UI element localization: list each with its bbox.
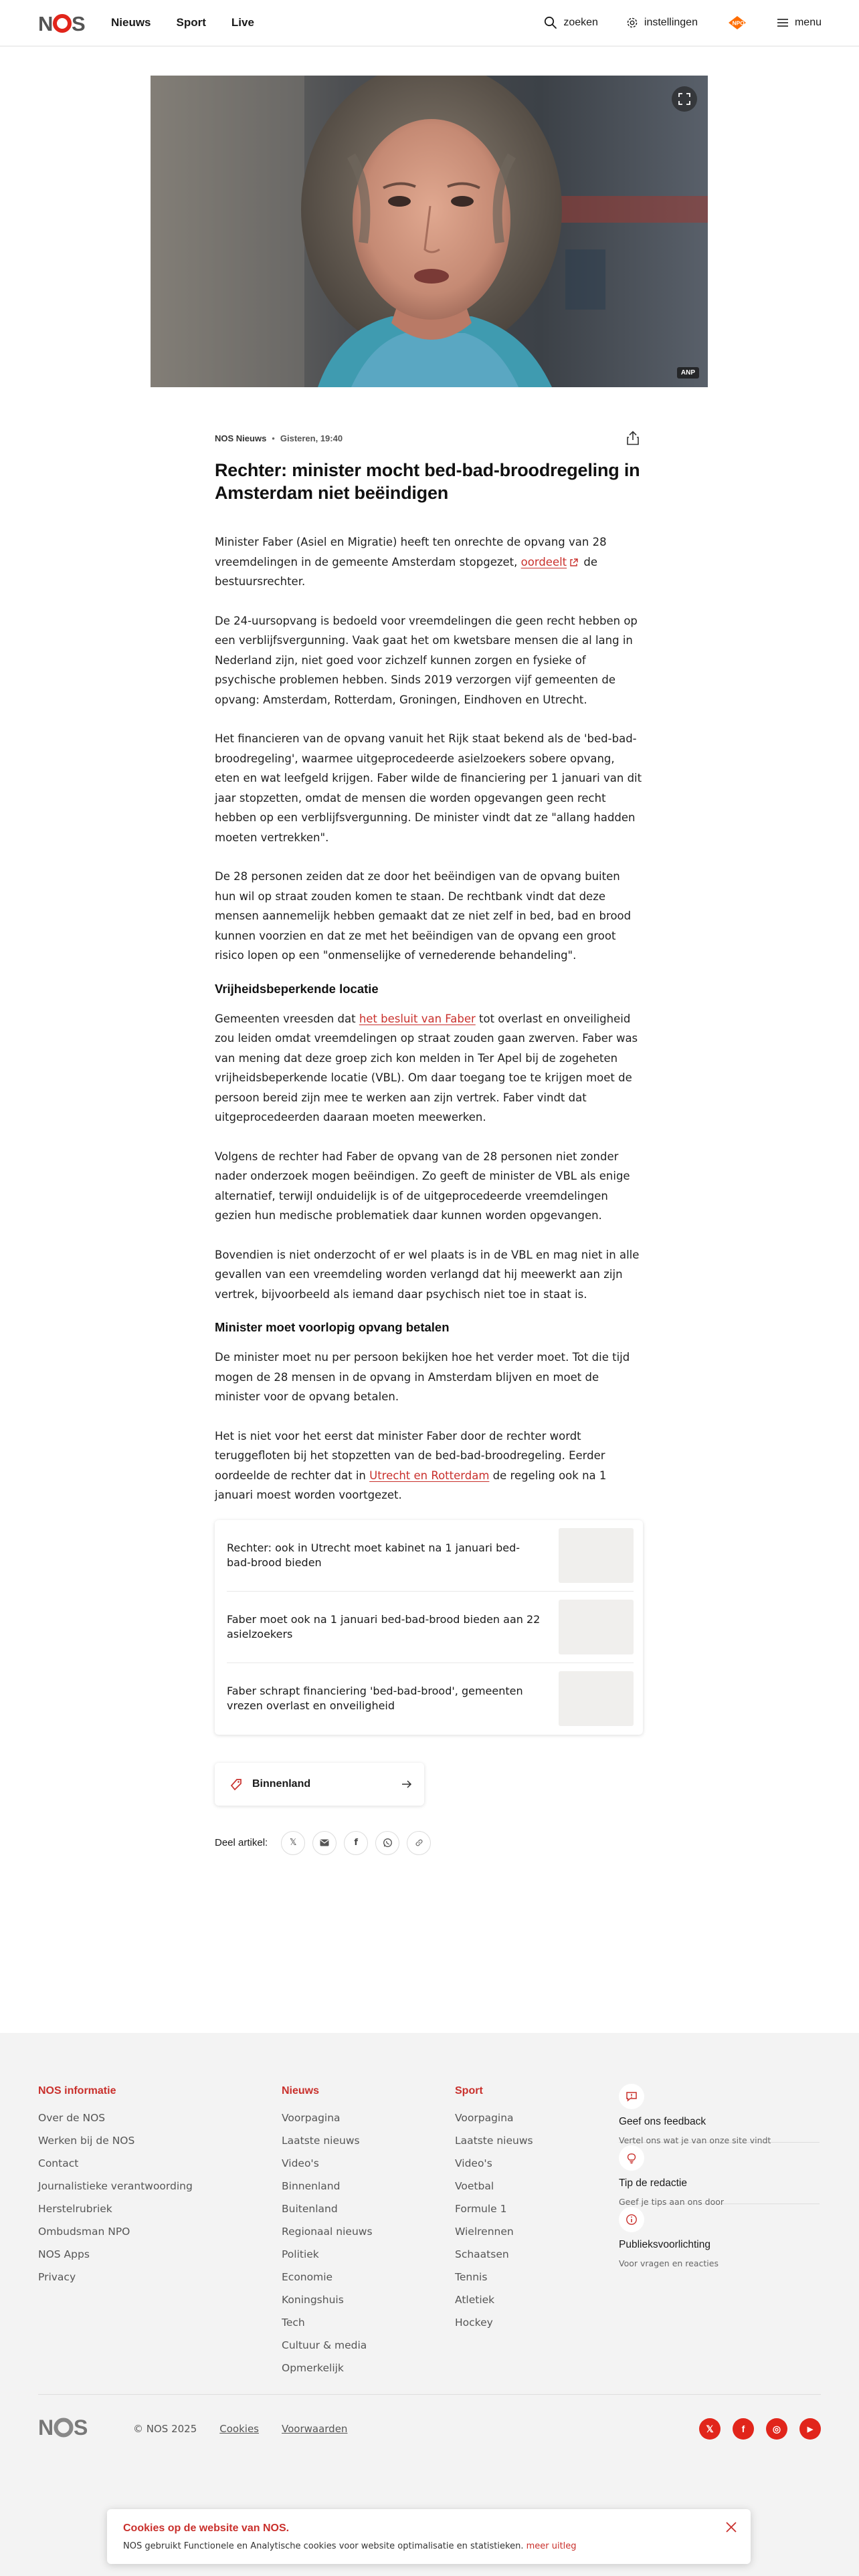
fullscreen-button[interactable]: [672, 86, 697, 112]
search-button[interactable]: [544, 16, 598, 29]
footer-link[interactable]: Formule 1: [455, 2203, 507, 2215]
link-icon: [414, 1838, 424, 1848]
footer-link[interactable]: Laatste nieuws: [282, 2135, 360, 2147]
main-nav: [111, 0, 254, 45]
article-source: NOS Nieuws: [215, 433, 267, 443]
link-oordeelt[interactable]: oordeelt: [520, 555, 567, 568]
x-icon: 𝕏: [289, 1838, 297, 1848]
share-x-button[interactable]: [281, 1831, 305, 1855]
footer-link[interactable]: Werken bij de NOS: [38, 2135, 135, 2147]
related-article[interactable]: [227, 1663, 634, 1735]
share-whatsapp-button[interactable]: [375, 1831, 399, 1855]
npo-logo[interactable]: [726, 15, 749, 30]
meta-separator: •: [272, 433, 275, 443]
footer-link[interactable]: Regionaal nieuws: [282, 2226, 373, 2238]
footer-divider: [38, 2394, 821, 2395]
share-icon: [626, 431, 640, 445]
settings-label: instellingen: [644, 17, 698, 28]
site-header: [0, 0, 859, 47]
cookie-more-link[interactable]: meer uitleg: [526, 2541, 577, 2551]
footer-link[interactable]: NOS Apps: [38, 2248, 90, 2260]
facebook-social-button[interactable]: [733, 2418, 754, 2440]
lightbulb-icon: [626, 2152, 638, 2164]
related-article-thumbnail: [559, 1671, 634, 1726]
footer-link[interactable]: Over de NOS: [38, 2112, 106, 2124]
footer-link[interactable]: Economie: [282, 2271, 333, 2283]
footer-col-nos-informatie: [38, 2085, 193, 2288]
paragraph-1-text-b: de bestuursrechter.: [215, 555, 598, 588]
related-article-title: Rechter: ook in Utrecht moet kabinet na 1 januari bed-bad-brood bieden: [227, 1541, 520, 1569]
copyright: © NOS 2025: [133, 2423, 197, 2435]
share-label: Deel artikel:: [215, 1837, 268, 1848]
tip-icon-wrap: [619, 2145, 644, 2171]
search-icon: [544, 16, 557, 29]
footer-link[interactable]: Voorpagina: [455, 2112, 514, 2124]
x-social-button[interactable]: [699, 2418, 721, 2440]
tip-title: Tip de redactie: [619, 2177, 687, 2189]
paragraph-2: De 24-uursopvang is bedoeld voor vreemdelingen die geen recht hebben op een verblijfsvergunning. Vaak gaat het om kwetsbare mensen die al lang in Nederland zijn, niet goed voor zichzelf kunnen zorgen en fysieke of psychische problemen hebben. Sinds 2019 verzorgen vijf gemeenten de opvang: Amsterdam, Rotterdam, Groningen, Eindhoven en Utrecht.: [215, 614, 638, 706]
nav-nieuws[interactable]: Nieuws: [111, 16, 151, 29]
info-title: Publieksvoorlichting: [619, 2239, 710, 2250]
footer-link[interactable]: Video's: [282, 2157, 319, 2169]
social-links: [699, 2418, 821, 2440]
svg-text:N: N: [38, 2417, 54, 2438]
chat-exclamation-icon: [626, 2090, 638, 2103]
article-body: [215, 532, 643, 1505]
share-facebook-button[interactable]: [344, 1831, 368, 1855]
topic-binnenland-button[interactable]: [215, 1763, 424, 1806]
tip-sub: Geef je tips aan ons door: [619, 2197, 725, 2207]
footer-link[interactable]: Ombudsman NPO: [38, 2226, 130, 2238]
topic-chip-left: [229, 1778, 310, 1791]
footer-nos-logo[interactable]: [38, 2417, 92, 2441]
footer-link[interactable]: Privacy: [38, 2271, 76, 2283]
footer-link[interactable]: Hockey: [455, 2317, 493, 2329]
npo-icon: [726, 15, 749, 30]
info-icon: [626, 2214, 638, 2226]
footer-col-title: Sport: [455, 2085, 483, 2097]
link-utrecht-rotterdam[interactable]: Utrecht en Rotterdam: [369, 1469, 490, 1482]
footer-link[interactable]: Wielrennen: [455, 2226, 514, 2238]
share-article: [215, 1831, 643, 1855]
paragraph-9-text-b: de regeling ook na 1 januari moest worden voortgezet.: [215, 1469, 607, 1501]
menu-label: menu: [794, 17, 822, 28]
footer-link[interactable]: Tech: [282, 2317, 305, 2329]
whatsapp-icon: [383, 1838, 393, 1848]
footer-link[interactable]: Journalistieke verantwoording: [38, 2180, 193, 2192]
feedback-sub: Vertel ons wat je van onze site vindt: [619, 2135, 771, 2145]
related-article[interactable]: [227, 1592, 634, 1663]
site-footer: [0, 2033, 859, 2576]
info-icon-wrap: [619, 2207, 644, 2232]
tag-icon: [229, 1778, 243, 1791]
related-article[interactable]: [227, 1520, 634, 1592]
topic-label: Binnenland: [252, 1778, 311, 1790]
arrow-right-icon: [401, 1780, 412, 1789]
paragraph-8: De minister moet nu per persoon bekijken hoe het verder moet. Tot die tijd mogen de 28 mensen in de opvang in Amsterdam blijven en moet de minister voor de opvang betalen.: [215, 1351, 630, 1403]
paragraph-1: [215, 532, 643, 592]
photo-credit: ANP: [677, 367, 699, 379]
link-besluit-faber[interactable]: het besluit van Faber: [359, 1012, 476, 1025]
cookie-text: NOS gebruikt Functionele en Analytische cookies voor website optimalisatie en statistieken.: [123, 2541, 524, 2551]
hero-photo-portrait: [151, 76, 708, 387]
hero-image: [151, 76, 708, 387]
paragraph-1-text-a: Minister Faber (Asiel en Migratie) heeft ten onrechte de opvang van 28 vreemdelingen in de gemeente Amsterdam stopgezet,: [215, 536, 607, 568]
paragraph-5-text-b: tot overlast en onveiligheid zou leiden omdat vreemdelingen op straat zouden gaan zwerven. Faber was van mening dat deze groep zich kon melden in Ter Apel bij de zogeheten vrijheidsbeperkende locatie (VBL). Om daar toegang toe te krijgen moet de persoon bereid zijn mee te werken aan zijn vertrek. Faber vindt dat uitgeprocedeerden daaraan moeten meewerken.: [215, 1012, 638, 1123]
nos-logo[interactable]: [38, 12, 86, 35]
subheading-2: Minister moet voorlopig opvang betalen: [215, 1320, 450, 1334]
share-button[interactable]: [623, 428, 643, 448]
footer-link[interactable]: Politiek: [282, 2248, 319, 2260]
footer-bottom: [38, 2416, 821, 2442]
article: [215, 428, 643, 1855]
related-article-thumbnail: [559, 1528, 634, 1583]
subheading-1: Vrijheidsbeperkende locatie: [215, 981, 379, 996]
publieksvoorlichting-item[interactable]: [619, 2204, 820, 2266]
footer-link[interactable]: Schaatsen: [455, 2248, 509, 2260]
settings-button[interactable]: [626, 17, 698, 29]
search-label: zoeken: [563, 17, 598, 28]
footer-col-title: NOS informatie: [38, 2085, 116, 2097]
close-icon: [725, 2521, 737, 2533]
cookie-text-wrap: [123, 2541, 735, 2551]
footer-link[interactable]: Contact: [38, 2157, 79, 2169]
hamburger-icon: [777, 18, 789, 27]
footer-col-nieuws: [282, 2085, 373, 2379]
related-article-thumbnail: [559, 1600, 634, 1654]
paragraph-5: [215, 1009, 643, 1128]
header-actions: [516, 0, 822, 45]
cookie-title: Cookies op de website van NOS.: [123, 2523, 290, 2534]
svg-text:S: S: [72, 13, 86, 33]
nos-logo-footer: [38, 2417, 92, 2438]
facebook-social-icon: f: [741, 2424, 745, 2434]
footer-link[interactable]: Cultuur & media: [282, 2339, 367, 2351]
footer-link[interactable]: Voetbal: [455, 2180, 494, 2192]
feedback-icon-wrap: [619, 2084, 644, 2109]
article-meta: [215, 428, 643, 448]
external-link-icon: [569, 558, 578, 567]
paragraph-7: Bovendien is niet onderzocht of er wel plaats is in de VBL en mag niet in alle gevallen van een vreemdeling worden verlangd dat hij meewerkt aan zijn vertrek, bijvoorbeeld als iemand daar psychisch niet toe in staat is.: [215, 1248, 640, 1301]
instagram-social-button[interactable]: [766, 2418, 787, 2440]
footer-link[interactable]: Herstelrubriek: [38, 2203, 112, 2215]
nos-logo-mark: [38, 13, 86, 33]
related-article-title: Faber schrapt financiering 'bed-bad-brood', gemeenten vrezen overlast en onveiligheid: [227, 1685, 523, 1712]
nav-live[interactable]: Live: [231, 16, 254, 29]
related-article-title: Faber moet ook na 1 januari bed-bad-brood bieden aan 22 asielzoekers: [227, 1612, 541, 1640]
related-articles: [215, 1520, 643, 1735]
footer-link[interactable]: Binnenland: [282, 2180, 341, 2192]
cookies-link[interactable]: Cookies: [219, 2423, 259, 2435]
footer-link[interactable]: Opmerkelijk: [282, 2362, 344, 2374]
feedback-title: Geef ons feedback: [619, 2116, 706, 2127]
paragraph-4: De 28 personen zeiden dat ze door het beëindigen van de opvang buiten hun wil op straat zouden komen te staan. De rechtbank vindt dat deze mensen aannemelijk hebben gemaakt dat ze niet zelf in bed, bad en brood kunnen voorzien en dat ze met het beëindigen van de opvang een groot risico lopen op een "onmenselijke of vernederende behandeling".: [215, 870, 632, 962]
paragraph-3: Het financieren van de opvang vanuit het Rijk staat bekend als de 'bed-bad-broodregeling', waarmee uitgeprocedeerde asielzoekers sobere opvang, eten en wat leefgeld krijgen. Faber wilde de financiering per 1 januari van dit jaar stopzetten, omdat de mensen die worden opgevangen geen recht hebben op een verblijfsvergunning. De minister vindt dat ze "allang hadden moeten vertrekken".: [215, 732, 642, 844]
youtube-social-button[interactable]: [799, 2418, 821, 2440]
footer-feedback: [619, 2081, 820, 2266]
footer-link[interactable]: Video's: [455, 2157, 492, 2169]
footer-link[interactable]: Atletiek: [455, 2294, 495, 2306]
paragraph-5-text-a: Gemeenten vreesden dat: [215, 1012, 356, 1025]
footer-link[interactable]: Voorpagina: [282, 2112, 341, 2124]
footer-link[interactable]: Laatste nieuws: [455, 2135, 533, 2147]
tip-item[interactable]: [619, 2143, 820, 2207]
feedback-item[interactable]: [619, 2081, 820, 2143]
menu-button[interactable]: [777, 17, 822, 29]
svg-text:N: N: [38, 13, 53, 33]
svg-text:S: S: [74, 2417, 88, 2438]
footer-col-sport: [455, 2085, 533, 2334]
copy-link-button[interactable]: [407, 1831, 431, 1855]
gear-icon: [626, 17, 638, 29]
voorwaarden-link[interactable]: Voorwaarden: [282, 2423, 348, 2435]
footer-link[interactable]: Tennis: [455, 2271, 488, 2283]
footer-col-title: Nieuws: [282, 2085, 320, 2097]
nav-sport[interactable]: Sport: [176, 16, 206, 29]
info-sub: Voor vragen en reacties: [619, 2258, 719, 2268]
footer-link[interactable]: Buitenland: [282, 2203, 338, 2215]
footer-link[interactable]: Koningshuis: [282, 2294, 344, 2306]
svg-text:NPO: NPO: [732, 19, 745, 27]
mail-icon: [320, 1839, 329, 1846]
share-email-button[interactable]: [312, 1831, 337, 1855]
expand-icon: [678, 93, 690, 105]
instagram-social-icon: ◎: [772, 2423, 781, 2434]
paragraph-9-text-a: Het is niet voor het eerst dat minister Faber door de rechter wordt teruggefloten bij het stopzetten van de bed-bad-broodregeling. Eerder oordeelde de rechter dat in: [215, 1429, 605, 1482]
x-social-icon: 𝕏: [706, 2423, 714, 2434]
article-title: Rechter: minister mocht bed-bad-broodregeling in Amsterdam niet beëindigen: [215, 460, 640, 503]
cookie-close-button[interactable]: [721, 2517, 741, 2537]
cookie-banner: [107, 2509, 751, 2564]
youtube-social-icon: ▶: [807, 2425, 814, 2434]
article-time: Gisteren, 19:40: [280, 433, 343, 443]
paragraph-6: Volgens de rechter had Faber de opvang van de 28 personen niet zonder nader onderzoek mogen beëindigen. Zo geeft de minister de VBL als enige alternatief, terwijl onduidelijk is of de uitgeprocedeerde vreemdelingen gezien hun medische problematiek daar kunnen worden opgevangen.: [215, 1150, 630, 1222]
paragraph-9: [215, 1426, 643, 1505]
facebook-icon: f: [354, 1838, 359, 1848]
